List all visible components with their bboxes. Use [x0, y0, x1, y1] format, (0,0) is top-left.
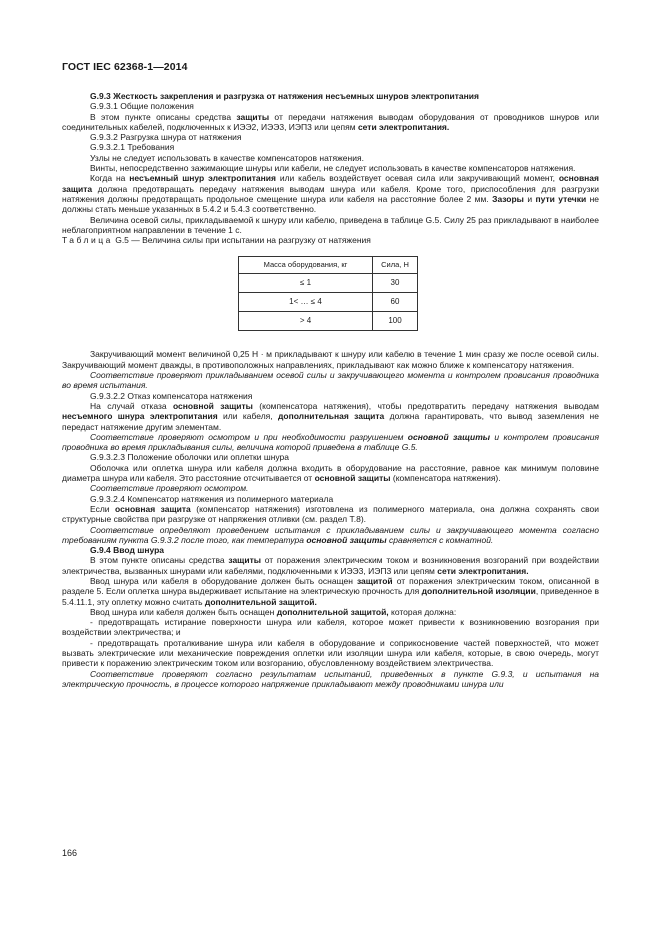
- paragraph: Величина осевой силы, прикладываемой к шнуру или кабелю, приведена в таблице G.5. Силу 25 раз прикладывают в наиболее неблагоприятном направлении в течение 1 с.: [62, 214, 599, 235]
- list-item: - предотвращать истирание поверхности шнура или кабеля, которое может привести к возникновению возгорания при воздействии электричества; и: [62, 617, 599, 638]
- compliance-note: Соответствие проверяют осмотром.: [90, 483, 249, 494]
- compliance-note: Соответствие определяют проведением испытания с прикладыванием силы и закручивающего момента согласно требованиям пункта G.9.3.2 после того, как температура основной защиты сравняется с комнатной.: [62, 524, 599, 545]
- table-cell-mass: ≤ 1: [239, 274, 373, 293]
- table-row: [239, 274, 418, 293]
- compliance-note: Соответствие проверяют прикладыванием осевой силы и закручивающего момента и контролем провисания проводника во время испытания.: [62, 370, 599, 391]
- paragraph: Когда на несъемный шнур электропитания или кабель воздействует осевая сила или закручивающий момент, основная защита должна предотвращать передачу натяжения выводам шнура или кабеля. Кроме того, приспособления для разгрузки натяжения должны предотвращать продольное смещение шнура или кабеля на расстояние более 2 мм. Зазоры и пути утечки не должны стать меньше указанных в 5.4.2 и 5.4.3 соответственно.: [62, 173, 599, 215]
- subsection-heading: G.9.3.2.2 Отказ компенсатора натяжения: [90, 390, 253, 401]
- subsection-heading: G.9.3.2.4 Компенсатор натяжения из полимерного материала: [90, 493, 334, 504]
- paragraph: Закручивающий момент величиной 0,25 Н · м прикладывают к шнуру или кабелю в течение 1 мин сразу же после осевой силы. Закручивающий момент дважды, в противоположных направлениях, прикладывают как можно ближе к компенсатору натяжения.: [62, 349, 599, 370]
- compliance-note: Соответствие проверяют осмотром и при необходимости разрушением основной защиты и контролем провисания проводника во время прикладывания силы, величина которой приведена в таблице G.5.: [62, 431, 599, 453]
- table-row: [239, 293, 418, 312]
- subsection-heading: G.9.3.2.1 Требования: [90, 142, 175, 153]
- subsection-heading: G.9.3.2.3 Положение оболочки или оплетки шнура: [90, 452, 289, 463]
- paragraph: В этом пункте описаны средства защиты от передачи натяжения выводам оборудования от проводников шнуров или соединительных кабелей, подключенных к ИЭЭ2, ИЭЭ3, ИЭП3 или цепям сети электропитания.: [62, 111, 599, 132]
- subsection-heading: G.9.3.2 Разгрузка шнура от натяжения: [90, 132, 242, 143]
- paragraph: Ввод шнура или кабеля в оборудование должен быть оснащен защитой от поражения электрическим током, описанной в разделе 5. Если оплетка шнура выдерживает испытание на электрическую прочность для дополнительной изоляции, приведенное в 5.4.11.1, эту оплетку можно считать дополнительной защитой.: [62, 575, 599, 607]
- table-header-mass: Масса оборудования, кг: [239, 257, 373, 274]
- paragraph: Узлы не следует использовать в качестве компенсаторов натяжения.: [90, 152, 364, 163]
- page-number: 166: [62, 848, 78, 858]
- paragraph: Оболочка или оплетка шнура или кабеля должна входить в оборудование на расстояние, равное как минимум половине диаметра шнура или кабеля. Это расстояние отсчитывается от основной защиты (компенсатора натяжения).: [62, 462, 599, 484]
- paragraph: Ввод шнура или кабеля должен быть оснащен дополнительной защитой, которая должна:: [90, 606, 457, 617]
- table-header-row: [239, 257, 418, 274]
- force-table: [238, 256, 418, 331]
- table-header-force: Сила, Н: [373, 257, 418, 274]
- list-item: - предотвращать проталкивание шнура или кабеля в оборудование и соприкосновение частей поверхностей, что может вызвать электрические или механические повреждения оплетки или изоляции шнура или кабеля, которые, в свою очередь, могут привести к поражению электрическим током или возгоранию, обусловленному воздействием электричества.: [62, 637, 599, 669]
- compliance-note: Соответствие проверяют согласно результатам испытаний, приведенных в пункте G.9.3, и испытания на электрическую прочность, в процессе которого напряжение прикладывают между проводниками шнура или: [62, 668, 599, 689]
- subsection-heading: G.9.3.1 Общие положения: [90, 101, 194, 112]
- section-heading-g-9-4: G.9.4 Ввод шнура: [90, 545, 164, 556]
- table-cell-force: 60: [373, 293, 418, 312]
- document-body: [62, 91, 599, 689]
- paragraph: В этом пункте описаны средства защиты от поражения электрическим током и возникновения возгораний при воздействии электричества, вызванных шнурами или кабелями, подключенными к ИЭЭ3, ИЭП3 или цепям сети электропитания.: [62, 555, 600, 576]
- table-caption: Таблица G.5 — Величина силы при испытании на разгрузку от натяжения: [62, 235, 371, 246]
- paragraph: Если основная защита (компенсатор натяжения) изготовлена из полимерного материала, она должна сохранять свои структурные свойства при разгрузке от напряжения отливки (см. раздел Т.8).: [62, 503, 599, 525]
- section-heading-g-9-3: G.9.3 Жесткость закрепления и разгрузка от натяжения несъемных шнуров электропитания: [90, 91, 479, 101]
- table-cell-mass: 1< … ≤ 4: [239, 293, 373, 312]
- table-cell-mass: > 4: [239, 312, 373, 331]
- document-header: ГОСТ IEC 62368-1—2014: [62, 61, 188, 73]
- paragraph: Винты, непосредственно зажимающие шнуры или кабели, не следует использовать в качестве компенсаторов натяжения.: [90, 163, 576, 174]
- table-cell-force: 30: [373, 274, 418, 293]
- table-row: [239, 312, 418, 331]
- table-cell-force: 100: [373, 312, 418, 331]
- paragraph: На случай отказа основной защиты (компенсатора натяжения), чтобы предотвратить передачу натяжения выводам несъемного шнура электропитания или кабеля, дополнительная защита должна гарантировать, что вывод заземления не передаст натяжение другим элементам.: [62, 400, 599, 432]
